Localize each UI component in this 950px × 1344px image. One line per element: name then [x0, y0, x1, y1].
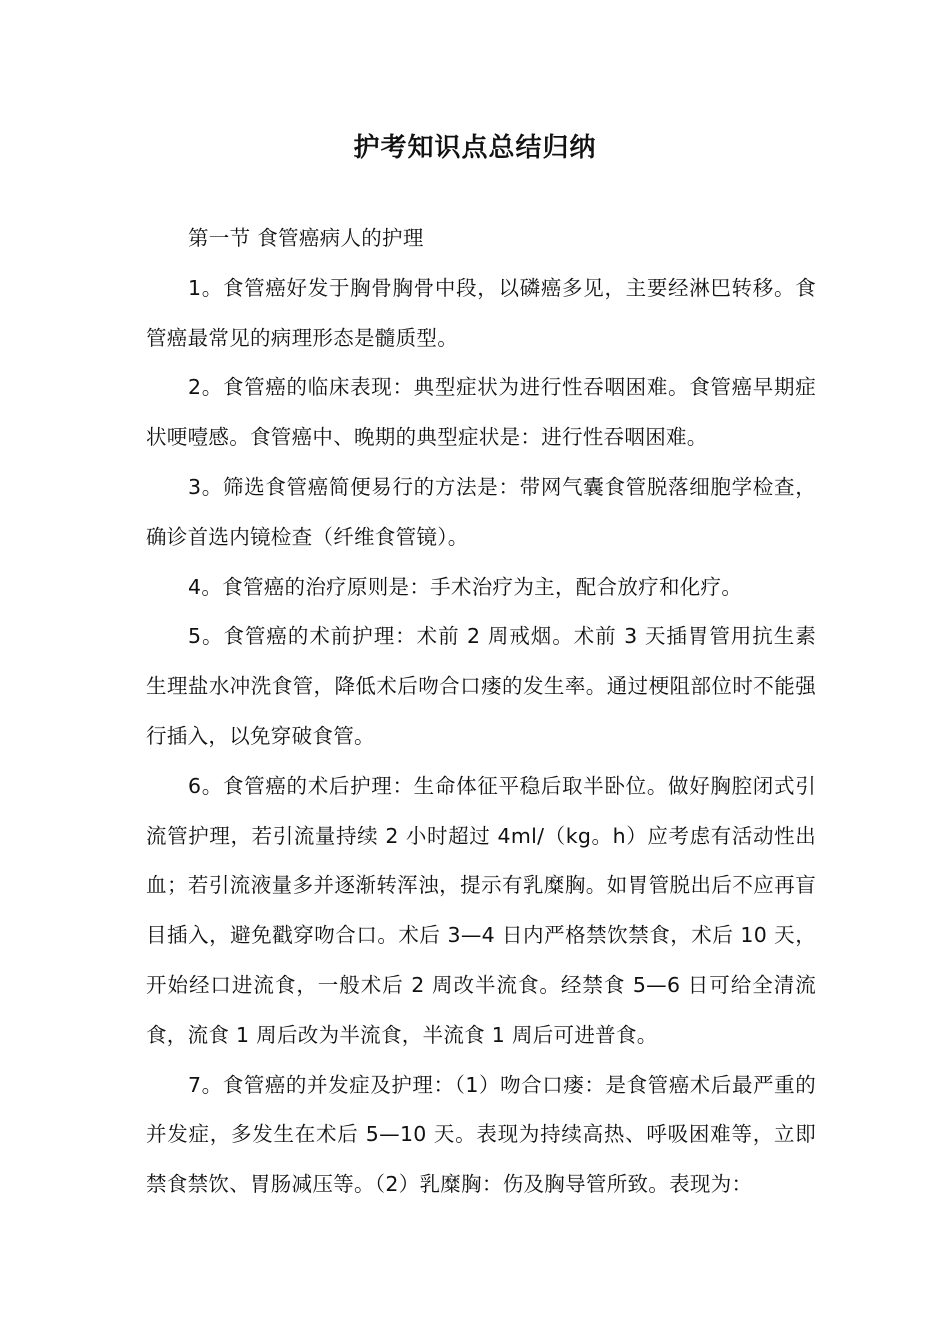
paragraph-5: 5。食管癌的术前护理：术前 2 周戒烟。术前 3 天插胃管用抗生素生理盐水冲洗食管，降低术后吻合口瘘的发生率。通过梗阻部位时不能强行插入，以免穿破食管。: [146, 624, 816, 748]
paragraph-2: 2。食管癌的临床表现：典型症状为进行性吞咽困难。食管癌早期症状哽噎感。食管癌中、晚期的典型症状是：进行性吞咽困难。: [146, 375, 816, 450]
paragraph-4: 4。食管癌的治疗原则是：手术治疗为主，配合放疗和化疗。: [188, 574, 743, 599]
document-title: 护考知识点总结归纳: [353, 133, 597, 163]
paragraph-3: 3。筛选食管癌简便易行的方法是：带网气囊食管脱落细胞学检查，确诊首选内镜检查（纤维食管镜）。: [146, 474, 816, 549]
section-heading: 第一节 食管癌病人的护理: [188, 226, 424, 250]
paragraph-1: 1。食管癌好发于胸骨胸骨中段，以磷癌多见，主要经淋巴转移。食管癌最常见的病理形态是髓质型。: [146, 275, 816, 350]
paragraph-7: 7。食管癌的并发症及护理：（1）吻合口瘘：是食管癌术后最严重的并发症，多发生在术后 5—10 天。表现为持续高热、呼吸困难等，立即禁食禁饮、胃肠减压等。（2）乳糜胸：伤及胸导管所致。表现为：: [146, 1072, 816, 1197]
document-body: [146, 214, 816, 1210]
paragraph-6: 6。食管癌的术后护理：生命体征平稳后取半卧位。做好胸腔闭式引流管护理，若引流量持续 2 小时超过 4ml/（kg。h）应考虑有活动性出血；若引流液量多并逐渐转浑浊，提示有乳糜胸。如胃管脱出后不应再盲目插入，避免戳穿吻合口。术后 3—4 日内严格禁饮禁食，术后 10 天，开始经口进流食，一般术后 2 周改半流食。经禁食 5—6 日可给全清流食，流食 1 周后改为半流食，半流食 1 周后可进普食。: [146, 773, 816, 1047]
